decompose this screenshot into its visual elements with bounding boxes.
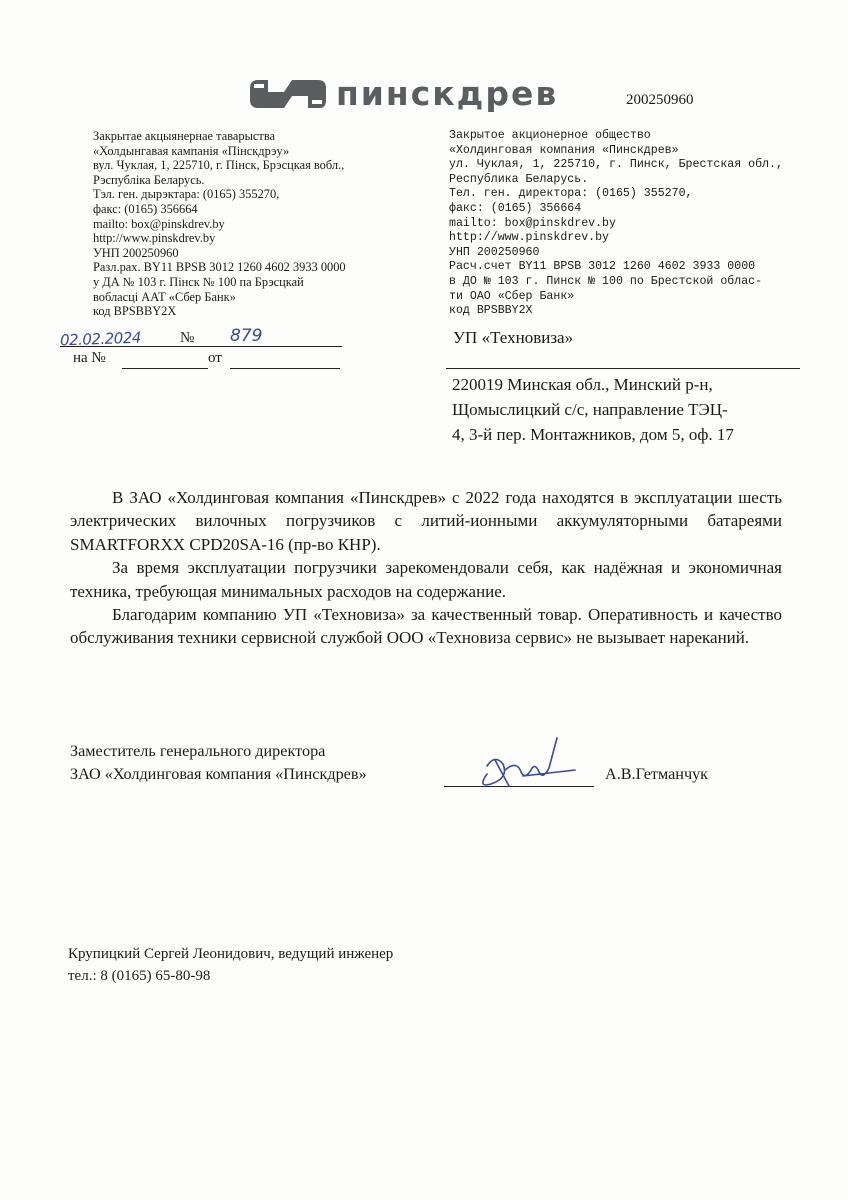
requisites-line: http://www.pinskdrev.by <box>449 231 610 245</box>
requisites-line: Разл.рах. BY11 BPSB 3012 1260 4602 3933 0000 <box>93 260 346 275</box>
requisites-russian <box>449 129 783 319</box>
requisites-line: вул. Чуклая, 1, 225710, г. Пінск, Брэсцкая вобл., <box>93 158 345 173</box>
registration-number: 200250960 <box>626 92 694 108</box>
recipient-address-line: Щомыслицкий с/с, направление ТЭЦ- <box>452 400 728 419</box>
requisites-line: «Холдинговая компания «Пинскдрев» <box>449 143 679 157</box>
reply-from-date-line <box>230 368 340 369</box>
handwritten-signature <box>465 730 585 800</box>
body-paragraph: За время эксплуатации погрузчики зарекомендовали себя, как надёжная и экономичная техника, требующая минимальных расходов на содержание. <box>70 558 782 601</box>
requisites-line: Рэспубліка Беларусь. <box>93 172 205 187</box>
company-logo <box>246 74 586 114</box>
signer-organization: ЗАО «Холдинговая компания «Пинскдрев» <box>70 765 367 783</box>
recipient-address-line: 220019 Минская обл., Минский р-н, <box>452 375 713 394</box>
requisites-line: УНП 200250960 <box>93 245 179 260</box>
requisites-belarusian <box>93 129 346 319</box>
requisites-line: mailto: box@pinskdrev.by <box>449 216 616 230</box>
requisites-line: Тэл. ген. дырэктара: (0165) 355270, <box>93 187 280 202</box>
recipient-name: УП «Техновиза» <box>453 328 574 347</box>
contact-phone: тел.: 8 (0165) 65-80-98 <box>68 968 211 984</box>
outgoing-underline <box>60 346 342 347</box>
requisites-line: Закрытае акцыянернае таварыства <box>93 129 276 143</box>
recipient-underline <box>446 368 800 369</box>
reply-to-number-line <box>122 368 208 369</box>
outgoing-date: 02.02.2024 <box>59 328 142 350</box>
requisites-line: Тел. ген. директора: (0165) 355270, <box>449 187 693 201</box>
recipient-address-line: 4, 3-й пер. Монтажников, дом 5, оф. 17 <box>452 425 734 444</box>
logo-mark-icon <box>246 74 330 114</box>
requisites-line: ул. Чуклая, 1, 225710, г. Пинск, Брестская обл., <box>449 158 783 172</box>
requisites-line: вобласці ААТ «Сбер Банк» <box>93 289 236 304</box>
letter-body <box>70 486 782 650</box>
requisites-line: факс: (0165) 356664 <box>449 201 582 215</box>
requisites-line: УНП 200250960 <box>449 245 540 259</box>
requisites-line: http://www.pinskdrev.by <box>93 231 216 246</box>
signer-position: Заместитель генерального директора <box>70 742 326 760</box>
requisites-line: «Холдынгавая кампанія «Пінскдрэу» <box>93 143 290 158</box>
requisites-line: код BPSBBY2X <box>93 304 177 319</box>
contact-person: Крупицкий Сергей Леонидович, ведущий инженер <box>68 946 394 962</box>
requisites-line: ти ОАО «Сбер Банк» <box>449 289 575 303</box>
outgoing-number-label: № <box>180 330 195 346</box>
requisites-line: факс: (0165) 356664 <box>93 201 198 216</box>
reply-from-label: от <box>208 350 222 366</box>
requisites-line: у ДА № 103 г. Пінск № 100 па Брэсцкай <box>93 274 304 289</box>
requisites-line: Закрытое акционерное общество <box>449 129 651 142</box>
outgoing-number: 879 <box>230 326 263 346</box>
body-paragraph: В ЗАО «Холдинговая компания «Пинскдрев» с 2022 года находятся в эксплуатации шесть электрических вилочных погрузчиков с литий-ионными аккумуляторными батареями SMARTFORXX CPD20SA-16 (пр-во КНР). <box>70 488 782 554</box>
requisites-line: Расч.счет BY11 BPSB 3012 1260 4602 3933 0000 <box>449 260 756 274</box>
body-paragraph: Благодарим компанию УП «Техновиза» за качественный товар. Оперативность и качество обслуживания техники сервисной службой ООО «Техновиза сервис» не вызывает нареканий. <box>70 605 782 648</box>
requisites-line: mailto: box@pinskdrev.by <box>93 216 225 231</box>
logo-wordmark: пинскдрев <box>336 74 559 113</box>
signer-name: А.В.Гетманчук <box>605 765 709 783</box>
requisites-line: Республика Беларусь. <box>449 172 589 186</box>
requisites-line: в ДО № 103 г. Пинск № 100 по Брестской облас- <box>449 274 763 288</box>
requisites-line: код BPSBBY2X <box>449 304 533 318</box>
reply-to-label: на № <box>73 350 106 366</box>
